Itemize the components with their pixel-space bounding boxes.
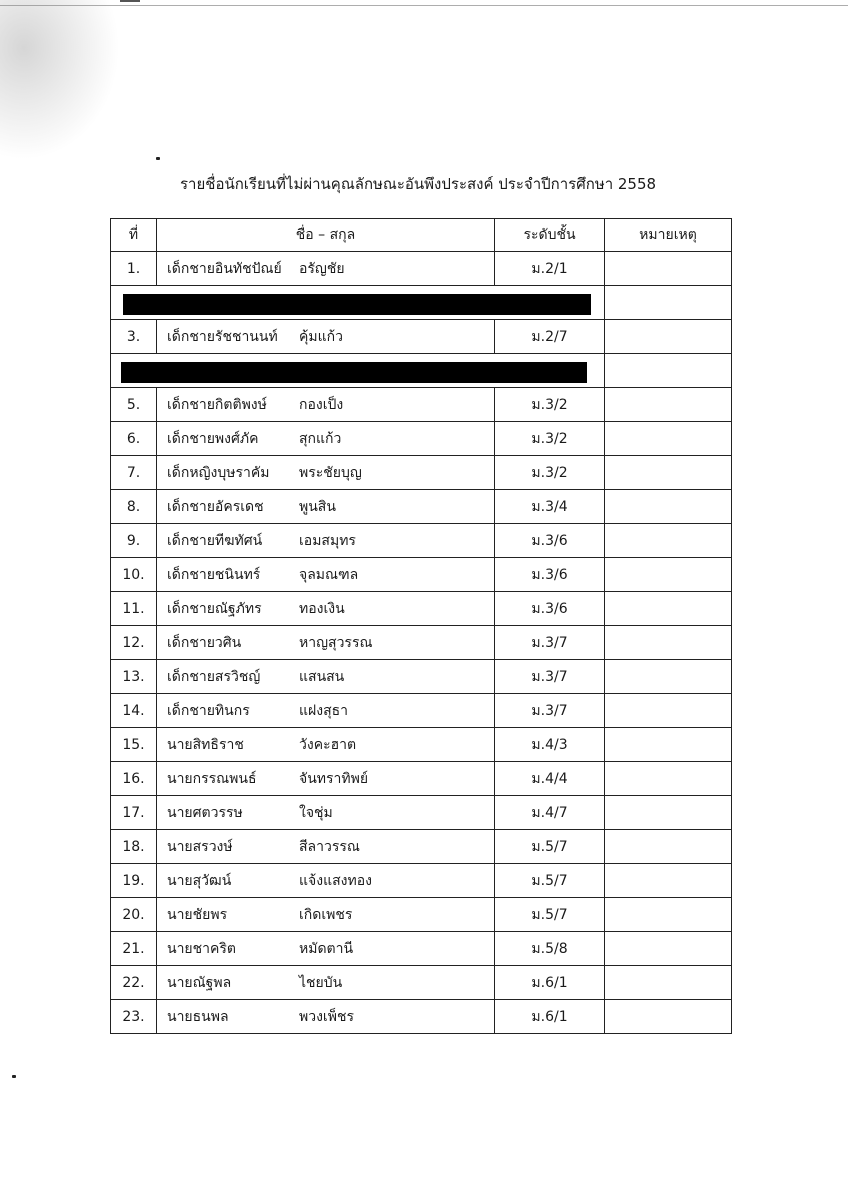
last-name: หมัดตานี [299, 940, 354, 957]
first-name: นายชัยพร [167, 906, 228, 923]
table-row [111, 796, 732, 830]
last-name: กองเป็ง [299, 396, 344, 413]
first-name: เด็กชายทินกร [167, 702, 250, 719]
table-row [111, 762, 732, 796]
last-name: จุลมณฑล [299, 566, 359, 583]
first-name: เด็กชายอินทัชปัณย์ [167, 260, 282, 277]
class-level: ม.2/1 [495, 252, 605, 286]
table-header-row [111, 219, 732, 252]
note-cell [605, 490, 732, 524]
note-cell [605, 1000, 732, 1034]
last-name: แจ้งแสงทอง [299, 872, 372, 889]
student-name [157, 660, 495, 694]
first-name: เด็กชายชนินทร์ [167, 566, 261, 583]
last-name: เกิดเพชร [299, 906, 353, 923]
last-name: หาญสุวรรณ [299, 634, 373, 651]
header-note: หมายเหตุ [605, 219, 732, 252]
last-name: แฝงสุธา [299, 702, 349, 719]
row-number: 22. [111, 966, 157, 1000]
note-cell [605, 966, 732, 1000]
last-name: อรัญชัย [299, 260, 345, 277]
class-level: ม.3/6 [495, 524, 605, 558]
last-name: สุกแก้ว [299, 430, 342, 447]
note-cell [605, 286, 732, 320]
first-name: นายณัฐพล [167, 974, 232, 991]
student-name [157, 796, 495, 830]
table-row [111, 966, 732, 1000]
class-level: ม.5/7 [495, 898, 605, 932]
last-name: แสนสน [299, 668, 345, 685]
note-cell [605, 524, 732, 558]
scan-noise [0, 0, 120, 160]
page-title: รายชื่อนักเรียนที่ไม่ผ่านคุณลักษณะอันพึงประสงค์ ประจำปีการศึกษา 2558 [180, 175, 657, 193]
student-name [157, 966, 495, 1000]
table-row [111, 354, 732, 388]
row-number: 16. [111, 762, 157, 796]
row-number: 19. [111, 864, 157, 898]
table-row [111, 286, 732, 320]
first-name: นายศตวรรษ [167, 804, 243, 821]
first-name: เด็กชายทีฆทัศน์ [167, 532, 263, 549]
student-name [157, 490, 495, 524]
note-cell [605, 694, 732, 728]
table-row [111, 388, 732, 422]
note-cell [605, 932, 732, 966]
row-number: 17. [111, 796, 157, 830]
first-name: เด็กชายพงศ์ภัค [167, 430, 259, 447]
row-number: 12. [111, 626, 157, 660]
note-cell [605, 456, 732, 490]
row-number: 20. [111, 898, 157, 932]
student-name [157, 762, 495, 796]
table-row [111, 422, 732, 456]
note-cell [605, 660, 732, 694]
class-level: ม.6/1 [495, 966, 605, 1000]
row-number: 8. [111, 490, 157, 524]
student-name [157, 558, 495, 592]
note-cell [605, 898, 732, 932]
class-level: ม.3/2 [495, 388, 605, 422]
table-row [111, 660, 732, 694]
class-level: ม.5/7 [495, 864, 605, 898]
table-row [111, 728, 732, 762]
table-row [111, 830, 732, 864]
row-number: 9. [111, 524, 157, 558]
first-name: นายสรวงษ์ [167, 838, 233, 855]
row-number: 11. [111, 592, 157, 626]
class-level: ม.4/3 [495, 728, 605, 762]
note-cell [605, 830, 732, 864]
class-level: ม.3/2 [495, 422, 605, 456]
class-level: ม.6/1 [495, 1000, 605, 1034]
note-cell [605, 558, 732, 592]
header-level: ระดับชั้น [495, 219, 605, 252]
student-name [157, 1000, 495, 1034]
table-row [111, 490, 732, 524]
first-name: นายสุวัฒน์ [167, 872, 232, 889]
row-number: 10. [111, 558, 157, 592]
student-table [110, 218, 732, 1034]
class-level: ม.3/2 [495, 456, 605, 490]
note-cell [605, 796, 732, 830]
class-level: ม.5/7 [495, 830, 605, 864]
class-level: ม.4/7 [495, 796, 605, 830]
last-name: สีลาวรรณ [299, 838, 360, 855]
first-name: นายธนพล [167, 1008, 229, 1025]
class-level: ม.2/7 [495, 320, 605, 354]
student-name [157, 422, 495, 456]
first-name: เด็กชายอัครเดช [167, 498, 264, 515]
table-row [111, 898, 732, 932]
row-number: 5. [111, 388, 157, 422]
student-name [157, 388, 495, 422]
row-number: 15. [111, 728, 157, 762]
scan-edge-mark [120, 0, 140, 2]
note-cell [605, 762, 732, 796]
last-name: พูนสิน [299, 498, 336, 515]
note-cell [605, 252, 732, 286]
class-level: ม.3/4 [495, 490, 605, 524]
scan-speck [12, 1075, 16, 1078]
table-row [111, 558, 732, 592]
note-cell [605, 626, 732, 660]
first-name: นายกรรณพนธ์ [167, 770, 257, 787]
table-row [111, 592, 732, 626]
first-name: เด็กชายสรวิชญ์ [167, 668, 261, 685]
student-name [157, 694, 495, 728]
first-name: เด็กชายกิตติพงษ์ [167, 396, 267, 413]
student-name [157, 456, 495, 490]
student-name [157, 728, 495, 762]
note-cell [605, 388, 732, 422]
last-name: วังคะฮาต [299, 736, 357, 753]
last-name: ใจชุ่ม [299, 804, 333, 821]
row-number: 6. [111, 422, 157, 456]
student-name [157, 626, 495, 660]
note-cell [605, 422, 732, 456]
row-number: 7. [111, 456, 157, 490]
last-name: พระชัยบุญ [299, 464, 362, 481]
scan-speck [156, 157, 160, 160]
student-name [157, 898, 495, 932]
class-level: ม.3/7 [495, 660, 605, 694]
header-number: ที่ [111, 219, 157, 252]
row-number: 21. [111, 932, 157, 966]
row-number: 23. [111, 1000, 157, 1034]
table-row [111, 252, 732, 286]
row-number: 3. [111, 320, 157, 354]
class-level: ม.3/7 [495, 626, 605, 660]
redaction-bar [121, 362, 587, 383]
first-name: เด็กหญิงบุษราคัม [167, 464, 270, 481]
table-row [111, 456, 732, 490]
class-level: ม.3/6 [495, 558, 605, 592]
student-name [157, 592, 495, 626]
class-level: ม.3/6 [495, 592, 605, 626]
class-level: ม.4/4 [495, 762, 605, 796]
table-body [111, 252, 732, 1034]
scan-edge-line [0, 5, 848, 6]
last-name: จันทราทิพย์ [299, 770, 369, 787]
row-number: 1. [111, 252, 157, 286]
first-name: เด็กชายณัฐภัทร [167, 600, 262, 617]
note-cell [605, 354, 732, 388]
redacted-cell [111, 286, 605, 320]
table-row [111, 524, 732, 558]
table-row [111, 694, 732, 728]
first-name: เด็กชายวศิน [167, 634, 242, 651]
table-row [111, 932, 732, 966]
last-name: ทองเงิน [299, 600, 345, 617]
student-name [157, 932, 495, 966]
student-name [157, 864, 495, 898]
class-level: ม.5/8 [495, 932, 605, 966]
header-name: ชื่อ – สกุล [157, 219, 495, 252]
student-name [157, 252, 495, 286]
last-name: คุ้มแก้ว [299, 328, 343, 345]
last-name: ไชยบัน [299, 974, 343, 991]
redaction-bar [123, 294, 591, 315]
student-name [157, 320, 495, 354]
last-name: เอมสมุทร [299, 532, 356, 549]
note-cell [605, 728, 732, 762]
first-name: เด็กชายรัชชานนท์ [167, 328, 278, 345]
student-name [157, 830, 495, 864]
row-number: 14. [111, 694, 157, 728]
table-row [111, 864, 732, 898]
student-name [157, 524, 495, 558]
table-row [111, 626, 732, 660]
last-name: พวงเพ็ชร [299, 1008, 354, 1025]
note-cell [605, 320, 732, 354]
table-row [111, 1000, 732, 1034]
row-number: 13. [111, 660, 157, 694]
first-name: นายชาคริต [167, 940, 236, 957]
redacted-cell [111, 354, 605, 388]
class-level: ม.3/7 [495, 694, 605, 728]
note-cell [605, 592, 732, 626]
row-number: 18. [111, 830, 157, 864]
table-row [111, 320, 732, 354]
first-name: นายสิทธิราช [167, 736, 244, 753]
note-cell [605, 864, 732, 898]
